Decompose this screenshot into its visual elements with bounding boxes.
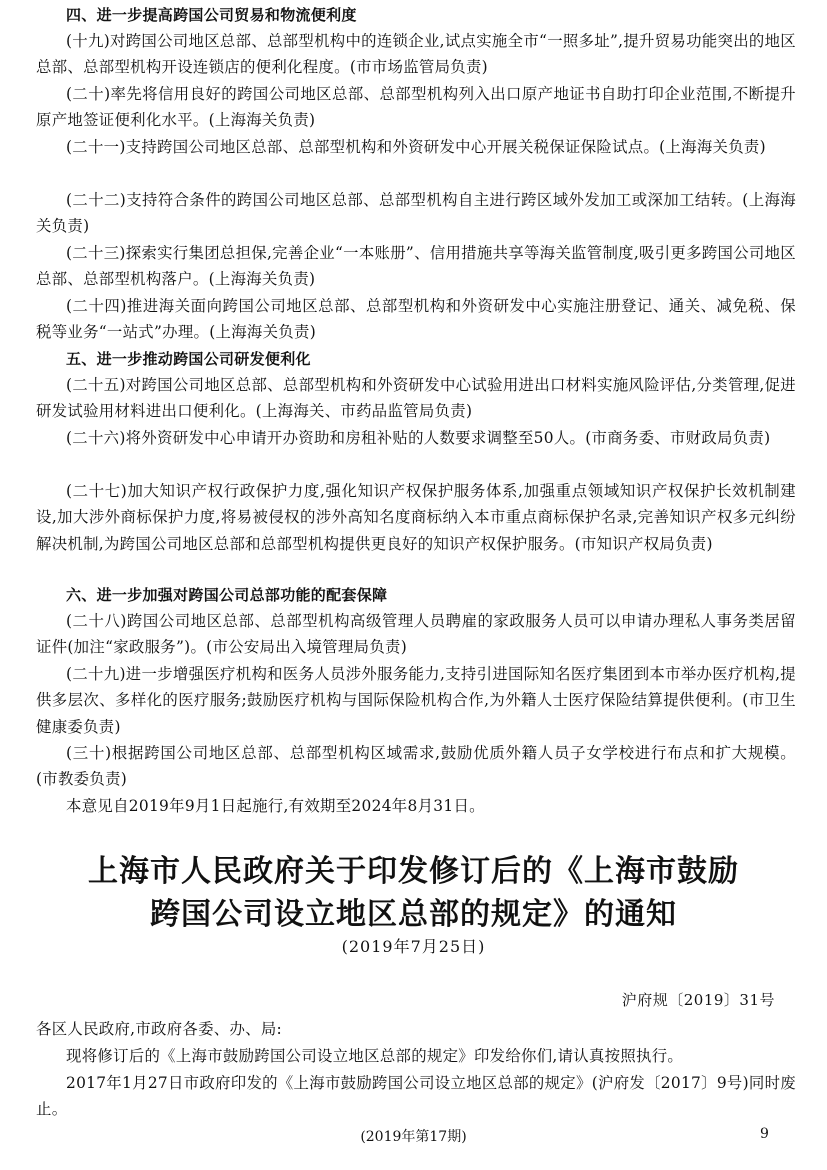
- section-heading-6: 六、进一步加强对跨国公司总部功能的配套保障: [66, 586, 388, 604]
- notice-title-line-2: 跨国公司设立地区总部的规定》的通知: [150, 897, 677, 932]
- notice-paragraph-2: 2017年1月27日市政府印发的《上海市鼓励跨国公司设立地区总部的规定》(沪府发〔2017〕9号)同时废止。: [36, 1074, 796, 1119]
- paragraph-19: (十九)对跨国公司地区总部、总部型机构中的连锁企业,试点实施全市“一照多址”,提升贸易功能突出的地区总部、总部型机构开设连锁店的便利化程度。(市市场监管局负责): [36, 32, 796, 77]
- issue-footer: (2019年第17期): [360, 1129, 467, 1145]
- paragraph-23: (二十三)探索实行集团总担保,完善企业“一本账册”、信用措施共享等海关监管制度,吸引更多跨国公司地区总部、总部型机构落户。(上海海关负责): [36, 244, 796, 289]
- section-heading-5: 五、进一步推动跨国公司研发便利化: [66, 350, 311, 368]
- document-number: 沪府规〔2019〕31号: [621, 991, 775, 1009]
- notice-paragraph-1: 现将修订后的《上海市鼓励跨国公司设立地区总部的规定》印发给你们,请认真按照执行。: [66, 1047, 684, 1065]
- paragraph-27: (二十七)加大知识产权行政保护力度,强化知识产权保护服务体系,加强重点领域知识产权保护长效机制建设,加大涉外商标保护力度,将易被侵权的涉外高知名度商标纳入本市重点商标保护名录,完善知识产权多元纠纷解决机制,为跨国公司地区总部和总部型机构提供更良好的知识产权保护服务。(市知识产权局负责): [36, 482, 796, 553]
- paragraph-26: (二十六)将外资研发中心申请开办资助和房租补贴的人数要求调整至50人。(市商务委、市财政局负责): [66, 429, 771, 447]
- paragraph-30: (三十)根据跨国公司地区总部、总部型机构区域需求,鼓励优质外籍人员子女学校进行布点和扩大规模。(市教委负责): [36, 744, 796, 789]
- notice-date: (2019年7月25日): [341, 937, 486, 956]
- paragraph-22: (二十二)支持符合条件的跨国公司地区总部、总部型机构自主进行跨区域外发加工或深加工结转。(上海海关负责): [36, 191, 796, 236]
- addressee: 各区人民政府,市政府各委、办、局:: [36, 1020, 283, 1038]
- paragraph-25: (二十五)对跨国公司地区总部、总部型机构和外资研发中心试验用进出口材料实施风险评估,分类管理,促进研发试验用材料进出口便利化。(上海海关、市药品监管局负责): [36, 376, 796, 421]
- paragraph-24: (二十四)推进海关面向跨国公司地区总部、总部型机构和外资研发中心实施注册登记、通关、减免税、保税等业务“一站式”办理。(上海海关负责): [36, 297, 796, 342]
- paragraph-29: (二十九)进一步增强医疗机构和医务人员涉外服务能力,支持引进国际知名医疗集团到本市举办医疗机构,提供多层次、多样化的医疗服务;鼓励医疗机构与国际保险机构合作,为外籍人士医疗保险结算提供便利。(市卫生健康委负责): [36, 665, 796, 736]
- section-heading-4: 四、进一步提高跨国公司贸易和物流便利度: [66, 6, 357, 24]
- paragraph-20: (二十)率先将信用良好的跨国公司地区总部、总部型机构列入出口原产地证书自助打印企业范围,不断提升原产地签证便利化水平。(上海海关负责): [36, 85, 796, 130]
- paragraph-21: (二十一)支持跨国公司地区总部、总部型机构和外资研发中心开展关税保证保险试点。(上海海关负责): [66, 138, 766, 156]
- page-number: 9: [760, 1126, 769, 1142]
- notice-title-line-1: 上海市人民政府关于印发修订后的《上海市鼓励: [88, 854, 739, 889]
- effective-date-paragraph: 本意见自2019年9月1日起施行,有效期至2024年8月31日。: [66, 797, 485, 815]
- paragraph-28: (二十八)跨国公司地区总部、总部型机构高级管理人员聘雇的家政服务人员可以申请办理私人事务类居留证件(加注“家政服务”)。(市公安局出入境管理局负责): [36, 612, 796, 657]
